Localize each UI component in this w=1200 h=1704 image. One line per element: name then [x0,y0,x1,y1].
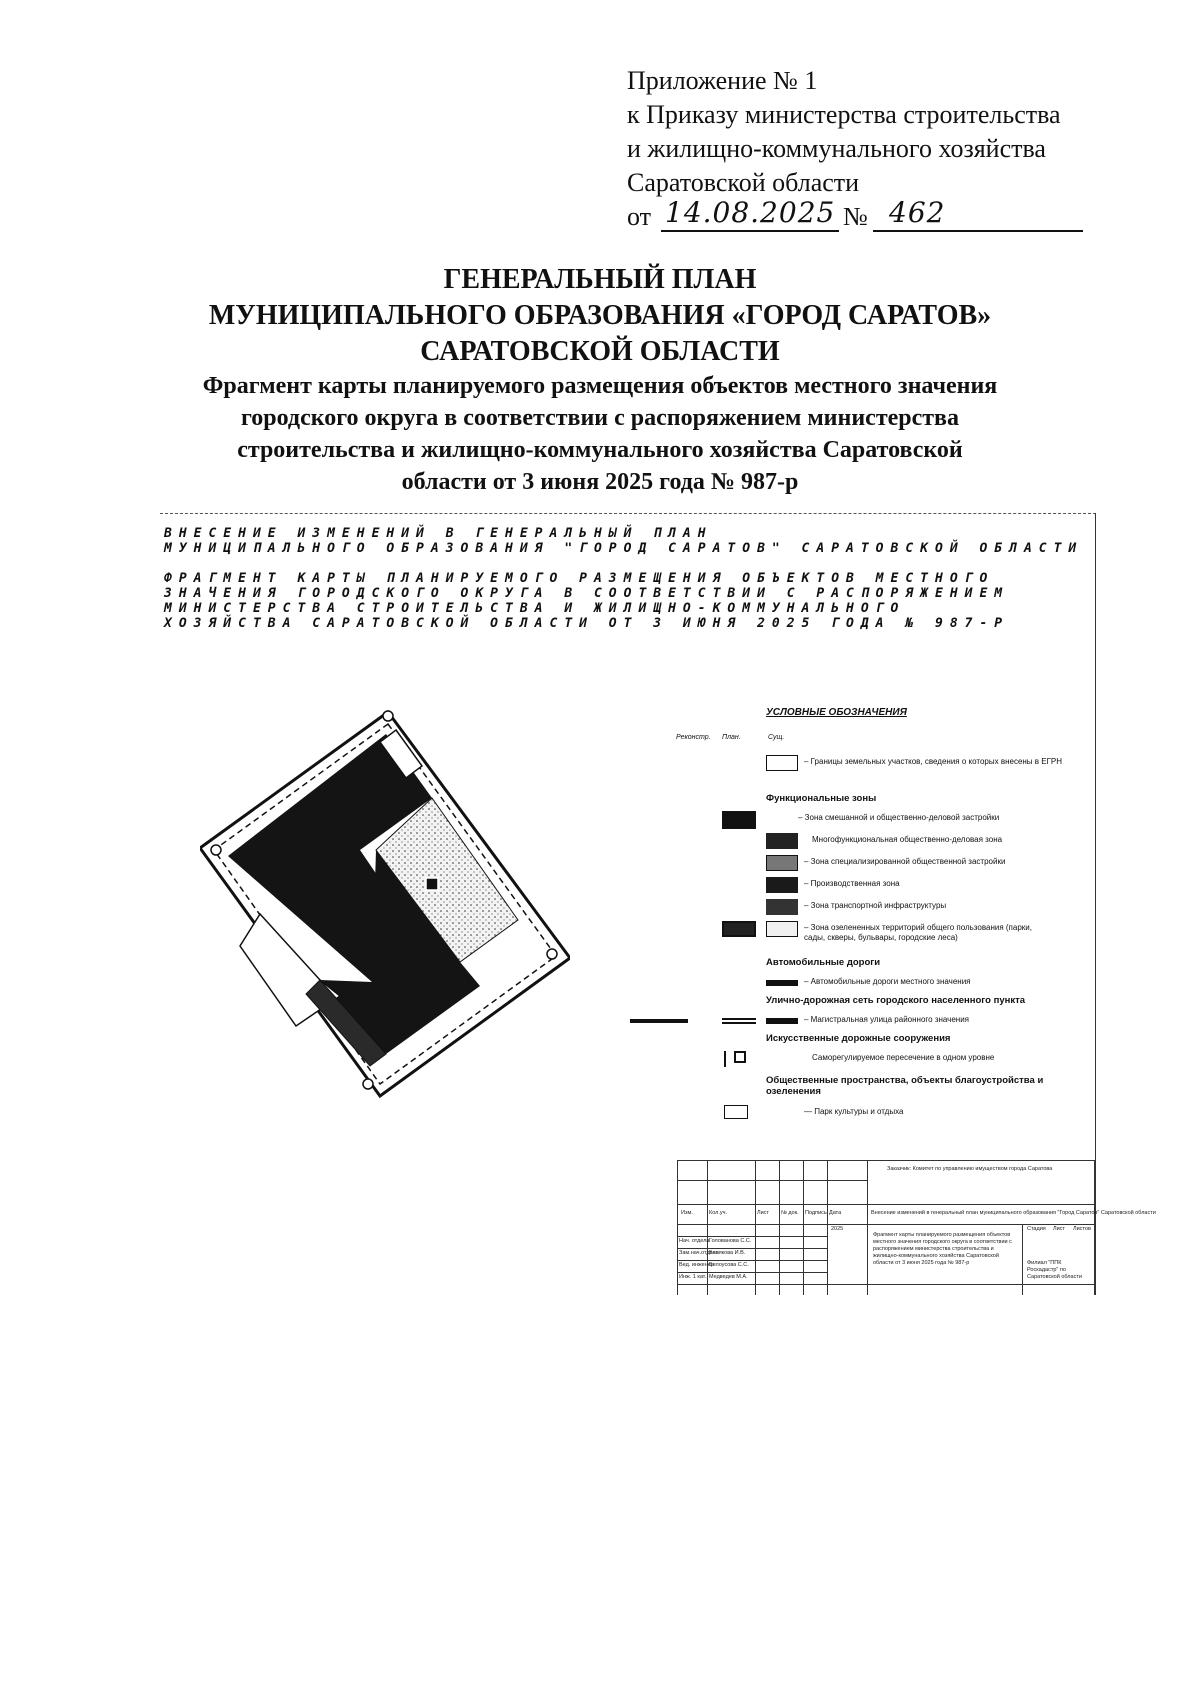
drawing-header-1: ВНЕСЕНИЕ ИЗМЕНЕНИЙ В ГЕНЕРАЛЬНЫЙ ПЛАН [164,526,713,541]
subtitle-line-2: городского округа в соответствии с распоряжением министерства [240,405,960,431]
subtitle-line-4: области от 3 июня 2025 года № 987-р [401,469,799,495]
order-date-number [627,196,1087,236]
park-marker-icon [426,878,438,890]
stamp-organization: Филиал "ППК Роскадастр" по Саратовской области [1027,1260,1082,1280]
legend-item-parcels: – Границы земельных участков, сведения о которых внесены в ЕГРН [660,755,1080,777]
legend-item-mixed: – Зона смешанной и общественно-деловой застройки [660,811,1080,833]
legend-col-existing: Сущ. [768,734,785,741]
legend-text-district-street: Магистральная улица районного значения [810,1015,970,1024]
legend-item-transport: – Зона транспортной инфраструктуры [660,899,1080,921]
corner-marker-icon [211,845,221,855]
number-underline [873,230,1083,232]
legend-text-crossing: Саморегулируемое пересечение в одном уровне [812,1053,995,1062]
street-plan-line-icon [722,1018,756,1024]
corner-marker-icon [363,1079,373,1089]
from-label: от [627,202,652,231]
stamp-row-sheet: Лист [757,1210,769,1216]
stamp-sheets: Листов [1073,1226,1091,1232]
legend-item-park: — Парк культуры и отдыха [660,1105,1080,1127]
stamp-drawing-desc: Фрагмент карты планируемого размещения объектов местного значения городского округа в соответствии с распоряжением министерства строительства и жилищно-коммунального хозяйства Саратовской области от 3 июня 2025 года № 987-р [873,1232,1012,1266]
legend-text-transport: Зона транспортной инфраструктуры [810,901,947,910]
stamp-person4-name: Медведев М.А. [709,1274,748,1280]
title-stamp [677,1160,1156,1295]
legend-text-parcels: Границы земельных участков, сведения о которых внесены в ЕГРН [810,757,1063,766]
legend-item-green: – Зона озелененных территорий общего пользования (парки, сады, скверы, бульвары, городские леса) [660,921,1080,951]
corner-marker-icon [383,711,393,721]
stamp-person1-role: Нач. отдела [679,1238,710,1244]
stamp-person3-name: Белоусова С.С. [709,1262,749,1268]
legend-head-structures: Искусственные дорожные сооружения [766,1033,951,1044]
corner-marker-icon [547,949,557,959]
stamp-person1-name: Голованова С.С. [709,1238,752,1244]
stamp-stage: Стадия [1027,1226,1046,1232]
legend-text-industrial: Производственная зона [810,879,900,888]
legend-item-district-street: – Магистральная улица районного значения [660,1013,1080,1035]
legend-head-zones: Функциональные зоны [766,793,877,804]
stamp-row-qty: Кол.уч. [709,1210,728,1216]
stamp-sheet: Лист [1053,1226,1065,1232]
title-line-2: МУНИЦИПАЛЬНОГО ОБРАЗОВАНИЯ «ГОРОД САРАТОВ» [208,300,992,331]
title-line-3: САРАТОВСКОЙ ОБЛАСТИ [420,336,780,367]
legend-text-specialized: Зона специализированной общественной застройки [810,857,1006,866]
appendix-line-2: к Приказу министерства строительства [627,100,1061,129]
legend-item-industrial: – Производственная зона [660,877,1080,899]
sheet-right-edge [1095,513,1096,1295]
green-zone-plan-swatch-icon [722,921,756,937]
date-underline [661,230,839,232]
stamp-project: Внесение изменений в генеральный план муниципального образования "Город Саратов" Саратовской области [871,1210,1156,1216]
drawing-sub-2: ЗНАЧЕНИЯ ГОРОДСКОГО ОКРУГА В СООТВЕТСТВИИ С РАСПОРЯЖЕНИЕМ [164,586,1010,601]
appendix-title: Приложение № 1 [627,66,818,95]
appendix-line-4: Саратовской области [627,168,860,197]
stamp-client: Заказчик: Комитет по управлению имуществом города Саратова [887,1166,1053,1172]
appendix-block [627,64,1087,236]
drawing-header-2: МУНИЦИПАЛЬНОГО ОБРАЗОВАНИЯ "ГОРОД САРАТОВ" САРАТОВСКОЙ ОБЛАСТИ [164,541,1084,556]
legend-item-specialized: – Зона специализированной общественной застройки [660,855,1080,877]
stamp-person3-role: Вед. инженер [679,1262,714,1268]
legend-head-street-network: Улично-дорожная сеть городского населенного пункта [766,995,1026,1006]
local-road-line-icon [766,980,798,986]
legend-head-public-spaces: Общественные пространства, объекты благоустройства и озеленения [766,1075,1044,1097]
parcel-border-icon [766,755,798,771]
legend-col-reconstruction: Реконстр. [676,734,711,741]
document-title [120,262,1080,498]
green-zone-existing-swatch-icon [766,921,798,937]
legend-item-local-roads: – Автомобильные дороги местного значения [660,975,1080,997]
legend-text-park: Парк культуры и отдыха [814,1107,904,1116]
number-label: № [843,202,868,231]
subtitle-line-1: Фрагмент карты планируемого размещения объектов местного значения [202,373,998,399]
legend-title: УСЛОВНЫЕ ОБОЗНАЧЕНИЯ [766,707,907,718]
stamp-row-doc: № док. [781,1210,799,1216]
legend-item-multifunctional [660,833,1080,855]
park-icon [724,1105,748,1119]
order-date: 14.08.2025 [665,196,836,229]
stamp-row-date: Дата [829,1210,842,1216]
street-reconstruction-line-icon [630,1019,688,1023]
multifunctional-zone-swatch-icon [766,833,798,849]
appendix-line-3: и жилищно-коммунального хозяйства [627,134,1046,163]
map-fragment [200,700,570,1100]
title-line-1: ГЕНЕРАЛЬНЫЙ ПЛАН [443,264,757,295]
legend-col-plan: План. [722,734,741,741]
stamp-row-sign: Подпись [805,1210,827,1216]
stamp-year: 2025 [831,1226,844,1232]
specialized-zone-swatch-icon [766,855,798,871]
stamp-person4-role: Инж. 1 кат. [679,1274,707,1280]
stamp-person2-name: Белякова И.В. [709,1250,746,1256]
mixed-zone-swatch-icon [722,811,756,829]
industrial-zone-swatch-icon [766,877,798,893]
legend-text-multifunctional: Многофункциональная общественно-деловая зона [812,835,1003,844]
crossing-icon [734,1051,746,1063]
drawing-sub-3: МИНИСТЕРСТВА СТРОИТЕЛЬСТВА И ЖИЛИЩНО-КОММУНАЛЬНОГО [164,601,906,616]
transport-zone-swatch-icon [766,899,798,915]
street-existing-line-icon [766,1018,798,1024]
sheet-top-edge [160,513,1096,514]
drawing-sub-4: ХОЗЯЙСТВА САРАТОВСКОЙ ОБЛАСТИ ОТ 3 ИЮНЯ 2025 ГОДА № 987-Р [164,616,1010,631]
crossing-divider-icon [724,1051,726,1067]
legend-head-roads: Автомобильные дороги [766,957,881,968]
stamp-row-change: Изм. [681,1210,693,1216]
legend-item-crossing [660,1051,1080,1073]
legend-text-mixed: Зона смешанной и общественно-деловой застройки [804,813,1000,822]
stamp-person2-role: Зам.нач.отдела [679,1250,719,1256]
drawing-sub-1: ФРАГМЕНТ КАРТЫ ПЛАНИРУЕМОГО РАЗМЕЩЕНИЯ ОБЪЕКТОВ МЕСТНОГО [164,571,995,586]
legend-text-local-roads: Автомобильные дороги местного значения [810,977,971,986]
subtitle-line-3: строительства и жилищно-коммунального хозяйства Саратовской [237,437,963,463]
legend-text-green: Зона озелененных территорий общего пользования (парки, сады, скверы, бульвары, городские леса) [804,923,1032,942]
order-number: 462 [889,196,946,229]
